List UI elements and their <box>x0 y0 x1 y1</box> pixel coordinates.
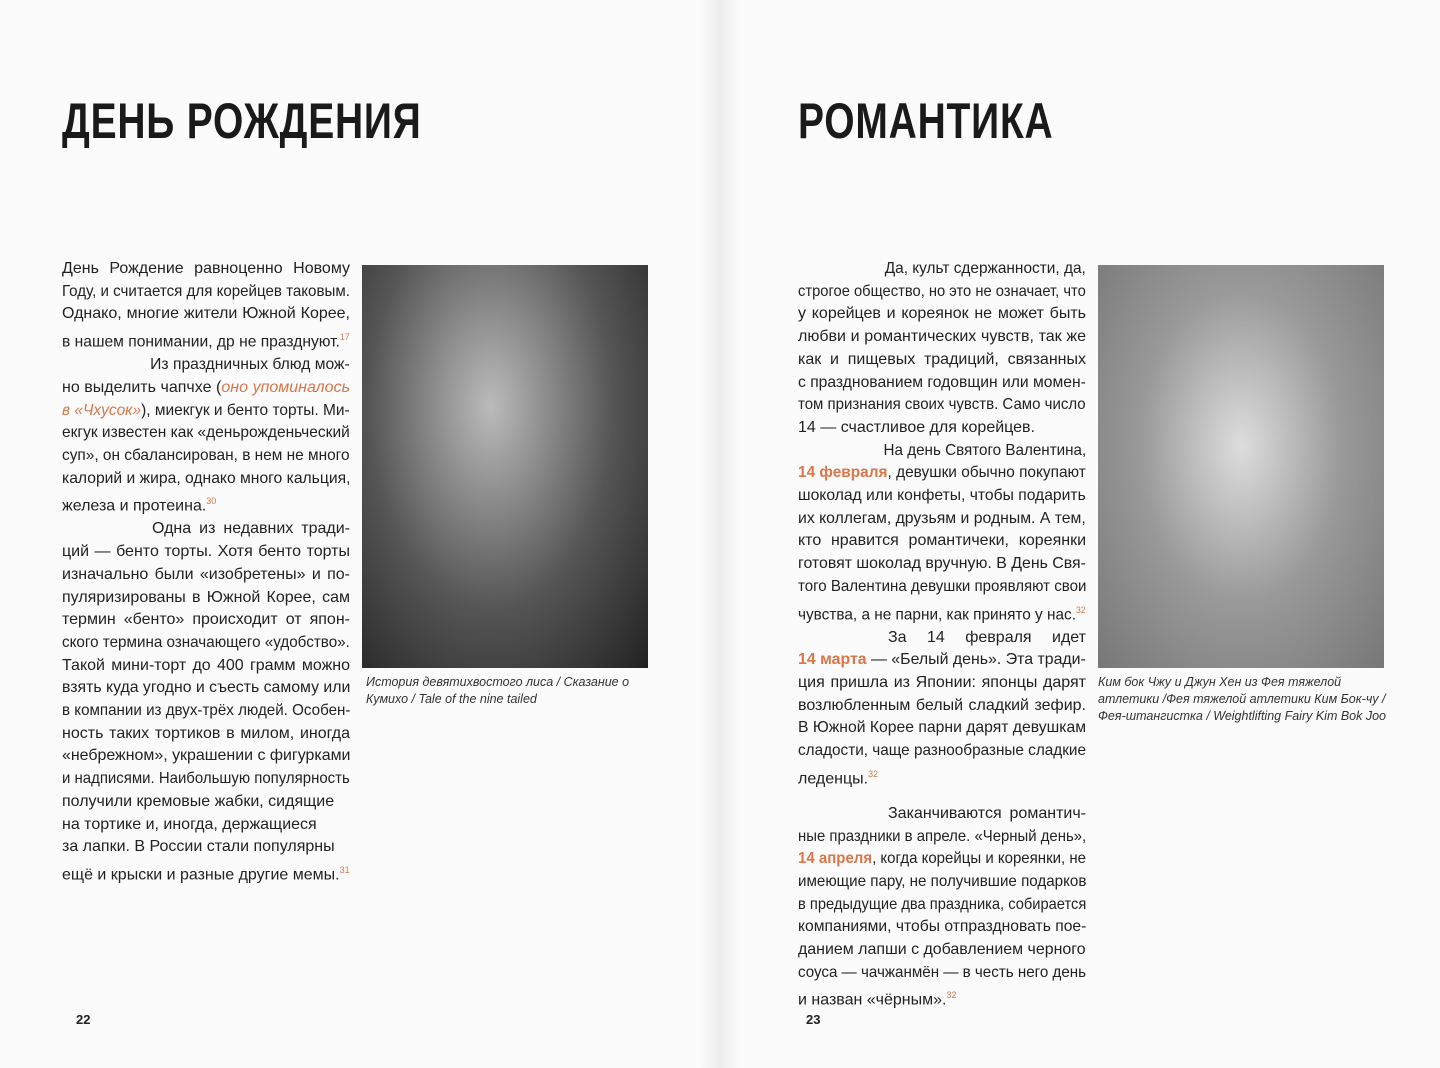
text-run: готовят шоколад вручную. В День Свя- <box>798 555 1086 573</box>
text-line <box>62 768 350 791</box>
text-line <box>798 553 1084 576</box>
text-line <box>798 372 1086 395</box>
text-run: на тортике и, иногда, держащиеся <box>62 815 317 833</box>
text-line <box>798 394 1086 417</box>
text-line <box>798 826 1087 849</box>
text-line <box>798 281 1086 304</box>
text-line <box>798 649 1084 672</box>
text-line <box>798 576 1087 599</box>
text-line <box>62 400 350 423</box>
text-run: ), миекгук и бенто торты. Ми- <box>141 401 350 419</box>
text-run: кто нравится романтичеки, кореянки <box>798 532 1086 550</box>
page-number-right: 23 <box>806 1012 821 1027</box>
text-run: 14 — счастливое для корейцев. <box>798 418 1035 436</box>
text-run: строгое общество, но это не означает, что <box>798 282 1086 300</box>
text-run: екгук известен как «деньрожденьческий <box>62 424 350 442</box>
highlight-text: в «Чхусок» <box>62 401 142 419</box>
text-run: сладости, чаще разнообразные сладкие <box>798 742 1086 760</box>
text-line <box>798 326 1086 349</box>
text-line <box>62 422 350 445</box>
text-line <box>798 349 1086 372</box>
right-page-body <box>798 258 1086 1012</box>
text-run: ций — бенто торты. Хотя бенто торты <box>62 543 350 561</box>
text-run: Из праздничных блюд мож- <box>150 356 350 374</box>
highlight-text: 14 февраля <box>798 464 888 482</box>
text-line <box>798 740 1086 763</box>
text-line <box>798 440 1087 463</box>
text-line <box>798 803 1086 826</box>
text-run: На день Святого Валентина, <box>883 441 1087 459</box>
text-line <box>62 655 350 678</box>
text-line <box>62 723 350 746</box>
text-line <box>62 490 350 518</box>
text-line <box>62 587 350 610</box>
text-run: компаниями, чтобы отпраздновать пое- <box>798 918 1087 936</box>
text-line <box>62 564 350 587</box>
text-run: термин «бенто» происходит от япон- <box>62 611 350 629</box>
text-run: Одна из недавних тради- <box>152 520 350 538</box>
text-line <box>62 354 350 377</box>
text-run: но выделить чапчхе ( <box>62 378 222 396</box>
text-run: Такой мини-торт до 400 грамм можно <box>62 656 350 674</box>
text-run: том признания своих чувств. Само число <box>798 396 1086 414</box>
text-line <box>62 326 350 354</box>
text-run: и назван «чёрным». <box>798 991 947 1009</box>
text-line <box>798 485 1086 508</box>
text-line <box>798 763 1086 791</box>
text-line <box>62 700 351 723</box>
text-line <box>798 984 1086 1012</box>
footnote-ref: 32 <box>868 768 879 779</box>
text-run: как и пищевых традиций, связанных <box>798 350 1086 368</box>
text-line <box>62 541 350 564</box>
text-line <box>62 814 350 837</box>
photo-tale-of-nine-tailed <box>362 265 648 668</box>
text-run: ция пришла из Японии: японцы дарят <box>798 673 1086 691</box>
text-run: в предыдущие два праздника, собирается <box>798 895 1087 913</box>
text-line <box>798 627 1086 650</box>
page-number-left: 22 <box>76 1012 91 1027</box>
text-line <box>62 281 350 304</box>
text-line <box>798 599 1086 627</box>
right-photo-caption: Ким бок Чжу и Джун Хен из Фея тяжелой атлетики /Фея тяжелой атлетики Ким Бок-чу / Фея-штангистка / Weightlifting Fairy Kim Bok Joo <box>1098 675 1387 723</box>
text-line <box>798 717 1086 740</box>
left-page-body <box>62 258 350 887</box>
text-run: того Валентина девушки проявляют свои <box>798 577 1087 595</box>
text-line <box>62 677 351 700</box>
left-photo-caption: История девятихвостого лиса / Сказание о Кумихо / Tale of the nine tailed <box>366 675 630 706</box>
text-line <box>798 848 1086 871</box>
text-line <box>62 518 350 541</box>
text-run: ные праздники в апреле. «Черный день», <box>798 827 1087 845</box>
text-line <box>798 894 1087 917</box>
text-run: возлюбленным белый сладкий зефир. <box>798 696 1086 714</box>
text-line <box>798 871 1087 894</box>
text-run: В Южной Корее парни дарят девушкам <box>798 719 1086 737</box>
text-run: данием лапши с добавлением черного <box>798 941 1086 959</box>
text-run: пуляризированы в Южной Корее, сам <box>62 588 350 606</box>
text-line <box>798 530 1086 553</box>
text-line <box>798 303 1086 326</box>
footnote-ref: 31 <box>339 864 350 875</box>
text-line <box>798 508 1086 531</box>
text-run: получили кремовые жабки, сидящие <box>62 792 335 810</box>
text-line <box>798 916 1087 939</box>
text-run: калорий и жира, однако много кальция, <box>62 469 351 487</box>
text-run: За 14 февраля идет <box>888 628 1086 646</box>
footnote-ref: 30 <box>206 496 217 507</box>
text-run: Однако, многие жители Южной Корее, <box>62 305 350 323</box>
text-run: чувства, а не парни, как принято у нас. <box>798 605 1076 623</box>
text-run: Заканчиваются романтич- <box>888 804 1086 822</box>
text-line <box>62 632 350 655</box>
book-gutter <box>700 0 740 1068</box>
right-page-title: РОМАНТИКА <box>798 93 1054 149</box>
text-run: любви и романтических чувств, так же <box>798 328 1086 346</box>
text-line <box>798 258 1086 281</box>
text-run: у корейцев и кореянок не может быть <box>798 305 1086 323</box>
text-line <box>62 468 351 491</box>
text-line <box>798 962 1087 985</box>
text-run: День Рождение равноценно Новому <box>62 260 350 277</box>
highlight-text: 14 марта <box>798 651 867 669</box>
text-run: ещё и крыски и разные другие мемы. <box>62 866 340 884</box>
text-line <box>798 672 1086 695</box>
text-run: шоколад или конфеты, чтобы подарить <box>798 487 1086 505</box>
text-line <box>62 859 350 887</box>
text-run: Да, культ сдержанности, да, <box>884 260 1086 277</box>
text-run: Году, и считается для корейцев таковым. <box>62 282 350 300</box>
text-run: ность таких тортиков в милом, иногда <box>62 724 350 742</box>
text-run: имеющие пару, не получившие подарков <box>798 872 1087 890</box>
text-line <box>62 377 350 400</box>
footnote-ref: 17 <box>339 332 350 343</box>
text-run: — «Белый день». Эта тради- <box>866 651 1086 669</box>
text-run: и надписями. Наибольшую популярность <box>62 770 350 788</box>
text-run: их коллегам, друзьям и родным. А тем, <box>798 509 1086 527</box>
footnote-ref: 32 <box>1075 604 1086 615</box>
photo-weightlifting-fairy <box>1098 265 1384 668</box>
text-run: суп», он сбалансирован, в нем не много <box>62 446 350 464</box>
text-line <box>62 609 350 632</box>
text-run: в нашем понимании, др не празднуют. <box>62 333 340 351</box>
left-page-title: ДЕНЬ РОЖДЕНИЯ <box>62 93 422 149</box>
text-run: в компании из двух-трёх людей. Особен- <box>62 702 351 720</box>
text-line <box>62 303 350 326</box>
text-run: , девушки обычно покупают <box>887 464 1086 482</box>
text-run: соуса — чачжанмён — в честь него день <box>798 963 1087 981</box>
text-line <box>62 791 350 814</box>
text-run: «небрежном», украшении с фигурками <box>62 747 351 765</box>
text-line <box>798 939 1085 962</box>
text-run: леденцы. <box>798 770 869 788</box>
text-run: с празднованием годовщин или момен- <box>798 373 1086 391</box>
text-run: железа и протеина. <box>62 497 207 515</box>
text-run: за лапки. В России стали популярны <box>62 838 335 856</box>
highlight-text: оно упоминалось <box>221 378 350 396</box>
highlight-text: 14 апреля <box>798 850 873 868</box>
text-line <box>62 745 349 768</box>
text-line <box>62 445 350 468</box>
footnote-ref: 32 <box>946 990 957 1001</box>
text-run: ского термина означающего «удобство». <box>62 633 350 651</box>
text-run: изначально были «изобретены» и по- <box>62 565 350 583</box>
text-line <box>798 462 1086 485</box>
text-line <box>798 695 1086 718</box>
text-run: взять куда угодно и съесть самому или <box>62 679 351 697</box>
text-line <box>62 258 350 281</box>
text-line <box>798 417 1086 440</box>
text-run: , когда корейцы и кореянки, не <box>872 850 1086 868</box>
text-line <box>62 836 350 859</box>
